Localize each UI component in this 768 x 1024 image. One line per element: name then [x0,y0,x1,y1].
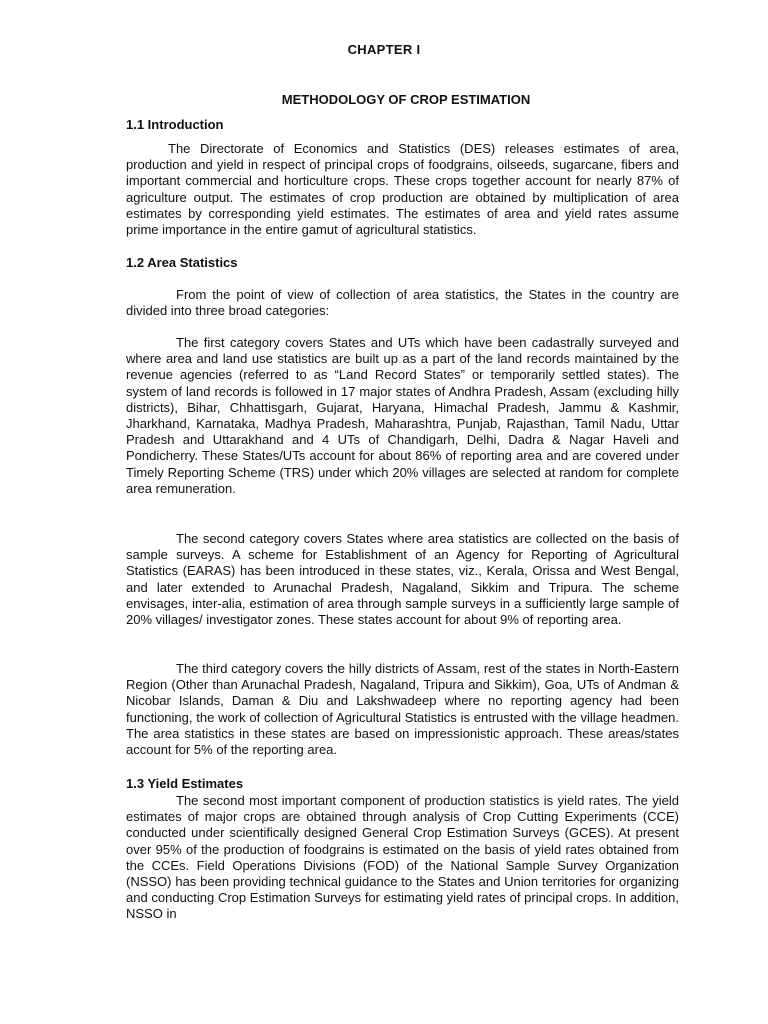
chapter-title: METHODOLOGY OF CROP ESTIMATION [281,92,531,107]
paragraph-introduction: The Directorate of Economics and Statistics (DES) releases estimates of area, production and yield in respect of principal crops of foodgrains, oilseeds, sugarcane, fibers and important commercial and horticulture crops. These crops together account for nearly 87% of agriculture output. The estimates of crop production are obtained by multiplication of area estimates by corresponding yield estimates. The estimates of area and yield rates assume prime importance in the entire gamut of agricultural statistics. [126,141,679,238]
section-heading-introduction: 1.1 Introduction [126,117,224,132]
section-heading-yield-estimates: 1.3 Yield Estimates [126,776,244,791]
paragraph-second-category: The second category covers States where area statistics are collected on the basis of sample surveys. A scheme for Establishment of an Agency for Reporting of Agricultural Statistics (EARAS) has been introduced in these states, viz., Kerala, Orissa and West Bengal, and later extended to Arunachal Pradesh, Nagaland, Sikkim and Tripura. The scheme envisages, inter-alia, estimation of area through sample surveys in a sufficiently large sample of 20% villages/ investigator zones. These states account for about 9% of reporting area. [126,531,679,628]
paragraph-first-category: The first category covers States and UTs which have been cadastrally surveyed and where area and land use statistics are built up as a part of the land records maintained by the revenue agencies (referred to as “Land Record States” or temporarily settled states). The system of land records is followed in 17 major states of Andhra Pradesh, Assam (excluding hilly districts), Bihar, Chhattisgarh, Gujarat, Haryana, Himachal Pradesh, Jammu & Kashmir, Jharkhand, Karnataka, Madhya Pradesh, Maharashtra, Punjab, Rajasthan, Tamil Nadu, Uttar Pradesh and Uttarakhand and 4 UTs of Chandigarh, Delhi, Dadra & Nagar Haveli and Pondicherry. These States/UTs account for about 86% of reporting area and are covered under Timely Reporting Scheme (TRS) under which 20% villages are selected at random for complete area remuneration. [126,335,679,496]
paragraph-yield-estimates: The second most important component of production statistics is yield rates. The yield estimates of major crops are obtained through analysis of Crop Cutting Experiments (CCE) conducted under scientifically designed General Crop Estimation Surveys (GCES). At present over 95% of the production of foodgrains is estimated on the basis of yield rates obtained from the CCEs. Field Operations Divisions (FOD) of the National Sample Survey Organization (NSSO) has been providing technical guidance to the States and Union territories for organizing and conducting Crop Estimation Surveys for estimating yield rates of principal crops. In addition, NSSO in [126,793,679,922]
paragraph-area-categories: From the point of view of collection of area statistics, the States in the country are divided into three broad categories: [126,287,679,319]
chapter-label: CHAPTER I [347,42,421,57]
section-heading-area-statistics: 1.2 Area Statistics [126,255,238,270]
paragraph-third-category: The third category covers the hilly districts of Assam, rest of the states in North-Eastern Region (Other than Arunachal Pradesh, Nagaland, Tripura and Sikkim), Goa, UTs of Andman & Nicobar Islands, Daman & Diu and Lakshwadeep where no reporting agency had been functioning, the work of collection of Agricultural Statistics is entrusted with the village headmen. The area statistics in these states are based on impressionistic approach. These areas/states account for 5% of the reporting area. [126,661,679,758]
